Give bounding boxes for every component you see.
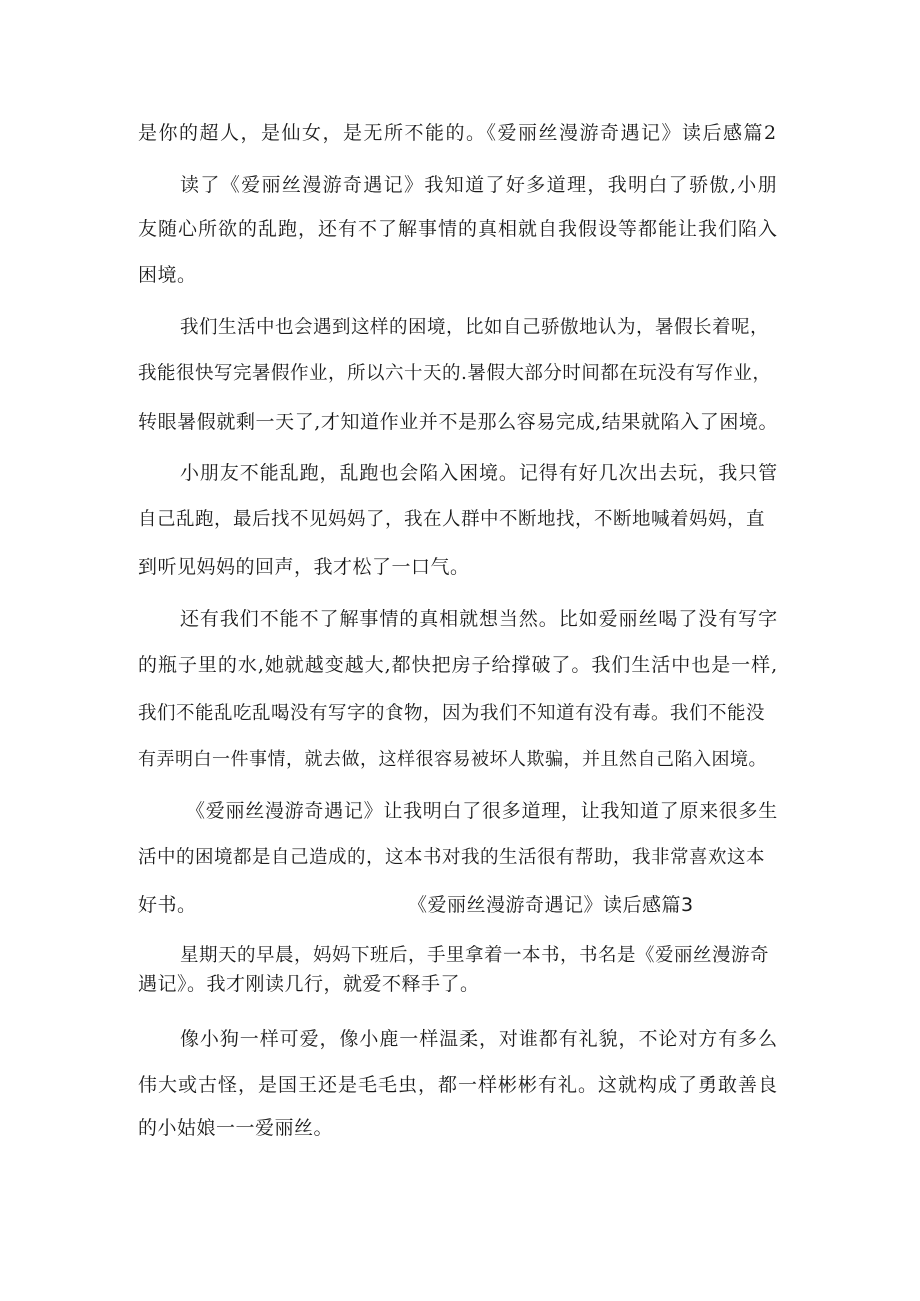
section-heading-3: 《爱丽丝漫游奇遇记》读后感篇3 — [408, 894, 694, 916]
text-line-18: 星期天的早晨，妈妈下班后，手里拿着一本书，书名是《爱丽丝漫游奇 — [180, 945, 770, 966]
text-line-8: 小朋友不能乱跑，乱跑也会陷入困境。记得有好几次出去玩，我只管 — [180, 462, 779, 484]
text-line-17: 好书。 — [138, 894, 197, 916]
text-line-21: 伟大或古怪，是国王还是毛毛虫，都一样彬彬有礼。这就构成了勇敢善良 — [138, 1074, 779, 1096]
text-line-3: 友随心所欲的乱跑，还有不了解事情的真相就自我假设等都能让我们陷入 — [138, 218, 779, 240]
text-line-19: 遇记》。我才刚读几行，就爱不释手了。 — [138, 973, 480, 995]
text-line-22: 的小姑娘一一爱丽丝。 — [138, 1117, 334, 1139]
text-line-11: 还有我们不能不了解事情的真相就想当然。比如爱丽丝喝了没有写字 — [180, 608, 779, 630]
text-line-16: 活中的困境都是自己造成的，这本书对我的生活很有帮助，我非常喜欢这本 — [138, 847, 766, 868]
text-line-7: 转眼暑假就剩一天了,才知道作业并不是那么容易完成,结果就陷入了困境。 — [138, 411, 779, 433]
text-line-9: 自己乱跑，最后找不见妈妈了，我在人群中不断地找，不断地喊着妈妈，直 — [138, 509, 766, 530]
text-line-12: 的瓶子里的水,她就越变越大,都快把房子给撑破了。我们生活中也是一样, — [138, 654, 779, 676]
text-line-15: 《爱丽丝漫游奇遇记》让我明白了很多道理，让我知道了原来很多生 — [186, 800, 779, 822]
text-line-5: 我们生活中也会遇到这样的困境，比如自己骄傲地认为，暑假长着呢， — [180, 317, 770, 338]
text-line-10: 到听见妈妈的回声，我才松了一口气。 — [138, 556, 470, 578]
text-line-6: 我能很快写完暑假作业，所以六十天的.暑假大部分时间都在玩没有写作业， — [138, 363, 772, 384]
text-line-13: 我们不能乱吃乱喝没有写字的食物，因为我们不知道有没有毒。我们不能没 — [138, 703, 766, 724]
text-line-2: 读了《爱丽丝漫游奇遇记》我知道了好多道理，我明白了骄傲,小朋 — [180, 174, 779, 196]
text-line-1: 是你的超人，是仙女，是无所不能的。《爱丽丝漫游奇遇记》读后感篇2 — [138, 122, 778, 144]
text-line-20: 像小狗一样可爱，像小鹿一样温柔，对谁都有礼貌，不论对方有多么 — [180, 1028, 779, 1050]
text-line-4: 困境。 — [138, 264, 197, 286]
text-line-14: 有弄明白一件事情，就去做，这样很容易被坏人欺骗，并且然自己陷入困境。 — [138, 749, 767, 770]
